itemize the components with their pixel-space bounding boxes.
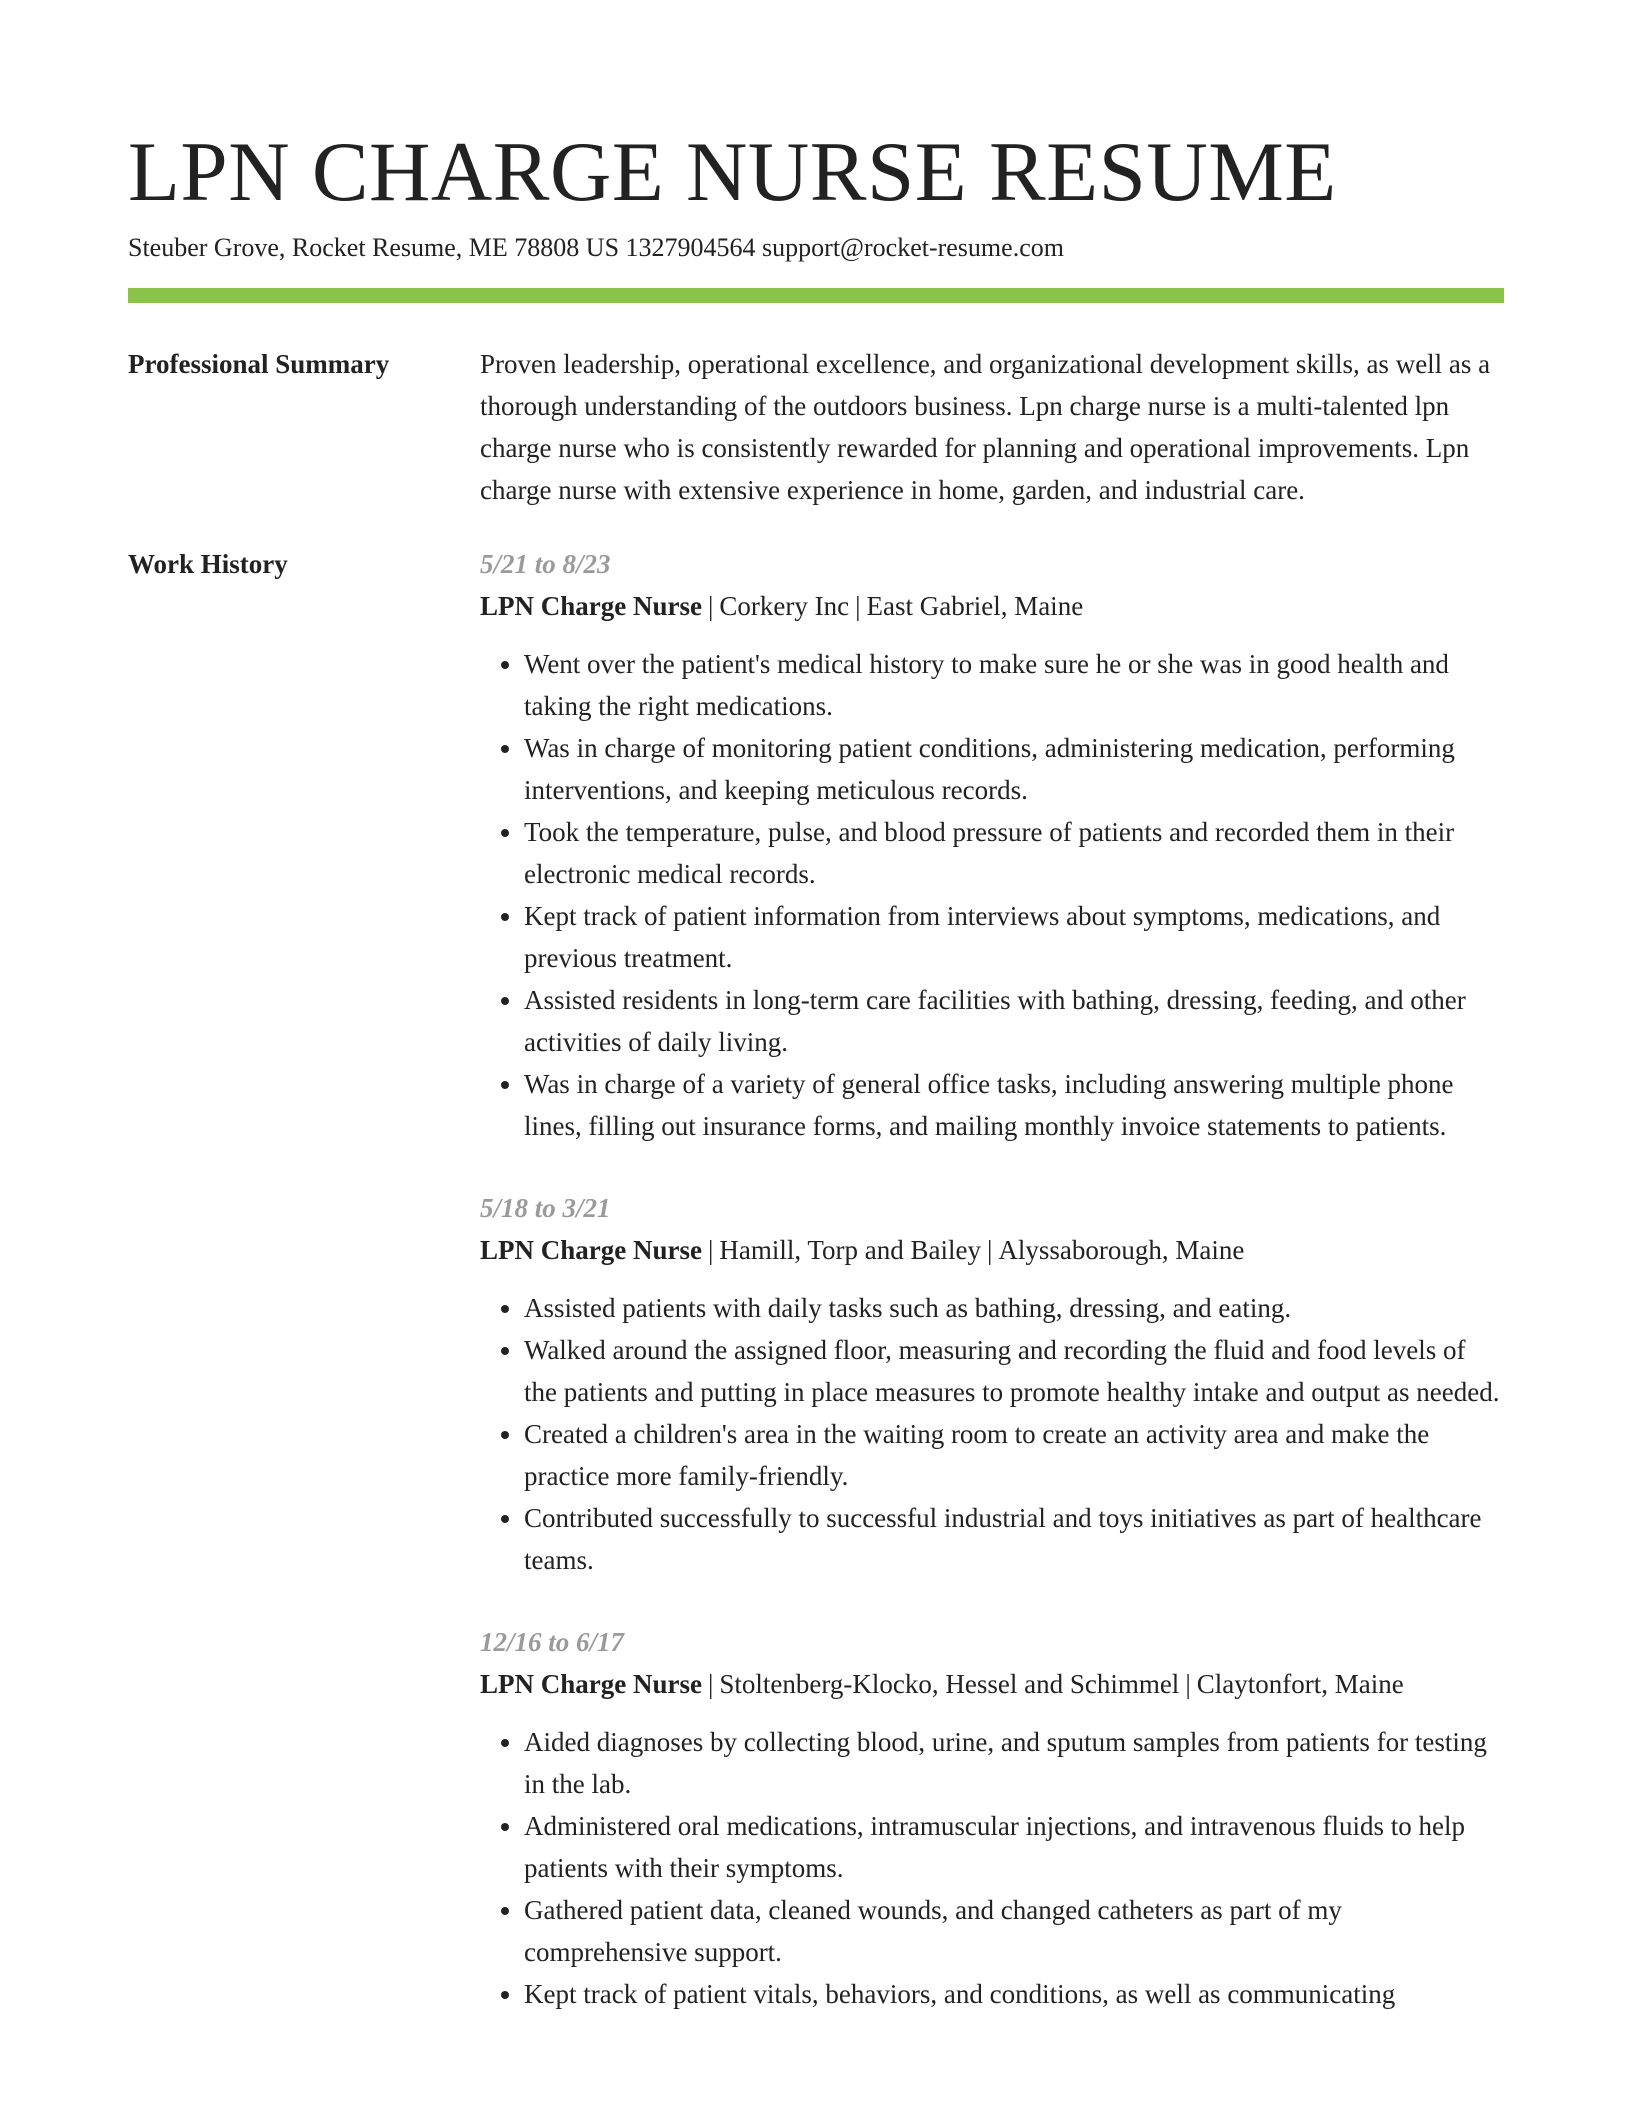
contact-email: support@rocket-resume.com — [762, 233, 1064, 262]
job-bullet: • Assisted residents in long-term care facilities with bathing, dressing, feeding, and other activities of daily living. — [524, 979, 1504, 1063]
job-title: LPN Charge Nurse — [480, 1235, 702, 1265]
job-entry — [480, 543, 1504, 1147]
separator: | — [707, 1669, 714, 1699]
resume-page — [128, 122, 1504, 2055]
job-company: Hamill, Torp and Bailey — [719, 1235, 981, 1265]
job-bullet-list — [480, 643, 1504, 1147]
separator: | — [707, 591, 714, 621]
job-bullet: • Gathered patient data, cleaned wounds, and changed catheters as part of my comprehensive support. — [524, 1889, 1504, 1973]
job-heading — [480, 585, 1504, 627]
job-location: Claytonfort, Maine — [1196, 1669, 1404, 1699]
separator: | — [1185, 1669, 1191, 1699]
job-location: Alyssaborough, Maine — [998, 1235, 1245, 1265]
job-bullet-list — [480, 1287, 1504, 1581]
job-bullet: • Was in charge of monitoring patient conditions, administering medication, performing interventions, and keeping meticulous records. — [524, 727, 1504, 811]
resume-title: LPN CHARGE NURSE RESUME — [128, 125, 1337, 219]
job-bullet: • Aided diagnoses by collecting blood, urine, and sputum samples from patients for testing in the lab. — [524, 1721, 1504, 1805]
job-title: LPN Charge Nurse — [480, 591, 702, 621]
summary-text: Proven leadership, operational excellence, and organizational development skills, as well as a thorough understanding of the outdoors business. Lpn charge nurse is a multi-talented lpn charge nurse who is consistently rewarded for planning and operational improvements. Lpn charge nurse with extensive experience in home, garden, and industrial care. — [480, 349, 1491, 505]
contact-line — [128, 232, 1504, 264]
contact-address: Steuber Grove, Rocket Resume, ME 78808 US — [128, 233, 620, 262]
accent-divider — [128, 288, 1504, 303]
contact-phone: 1327904564 — [625, 233, 756, 262]
professional-summary-section — [128, 343, 1504, 511]
section-label-summary: Professional Summary — [128, 349, 390, 379]
job-bullet: • Was in charge of a variety of general office tasks, including answering multiple phone lines, filling out insurance forms, and mailing monthly invoice statements to patients. — [524, 1063, 1504, 1147]
section-label-work-history: Work History — [128, 549, 288, 579]
job-bullet: • Administered oral medications, intramuscular injections, and intravenous fluids to help patients with their symptoms. — [524, 1805, 1504, 1889]
job-bullet: • Took the temperature, pulse, and blood pressure of patients and recorded them in their electronic medical records. — [524, 811, 1504, 895]
job-location: East Gabriel, Maine — [866, 591, 1084, 621]
job-heading — [480, 1663, 1504, 1705]
job-dates: 12/16 to 6/17 — [480, 1627, 625, 1657]
job-heading — [480, 1229, 1504, 1271]
job-dates: 5/21 to 8/23 — [480, 549, 611, 579]
job-bullet-list — [480, 1721, 1504, 2015]
job-company: Stoltenberg-Klocko, Hessel and Schimmel — [719, 1669, 1180, 1699]
separator: | — [855, 591, 861, 621]
job-bullet: • Walked around the assigned floor, measuring and recording the fluid and food levels of the patients and putting in place measures to promote healthy intake and output as needed. — [524, 1329, 1504, 1413]
job-bullet: • Assisted patients with daily tasks such as bathing, dressing, and eating. — [524, 1287, 1504, 1329]
separator: | — [986, 1235, 993, 1265]
job-entry — [480, 1187, 1504, 1581]
separator: | — [707, 1235, 714, 1265]
job-dates: 5/18 to 3/21 — [480, 1193, 611, 1223]
job-bullet: • Kept track of patient vitals, behaviors, and conditions, as well as communicating — [524, 1973, 1504, 2015]
job-bullet: • Created a children's area in the waiting room to create an activity area and make the practice more family-friendly. — [524, 1413, 1504, 1497]
summary-body — [480, 343, 1504, 511]
work-history-section — [128, 543, 1504, 2055]
work-history-body — [480, 543, 1504, 2055]
job-title: LPN Charge Nurse — [480, 1669, 702, 1699]
job-entry — [480, 1621, 1504, 2015]
job-bullet: • Contributed successfully to successful industrial and toys initiatives as part of healthcare teams. — [524, 1497, 1504, 1581]
job-bullet: • Went over the patient's medical history to make sure he or she was in good health and taking the right medications. — [524, 643, 1504, 727]
job-company: Corkery Inc — [719, 591, 850, 621]
job-bullet: • Kept track of patient information from interviews about symptoms, medications, and previous treatment. — [524, 895, 1504, 979]
